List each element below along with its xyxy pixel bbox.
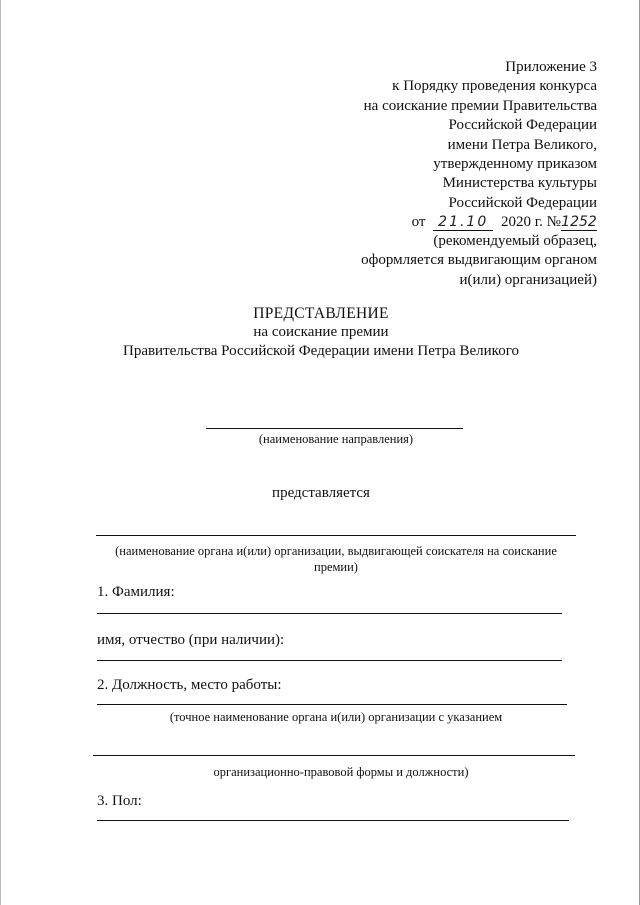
document-subtitle: Правительства Российской Федерации имени Петра Великого (122, 343, 519, 359)
sample-note-line: (рекомендуемый образец, (433, 233, 597, 249)
surname-label: 1. Фамилия: (97, 584, 175, 600)
appendix-line: Российской Федерации (448, 117, 597, 134)
appendix-line: к Порядку проведения конкурса (392, 78, 597, 95)
order-date-line (364, 213, 597, 232)
name-blank-line (97, 660, 562, 661)
organ-blank-line (96, 535, 576, 536)
appendix-line: имени Петра Великого, (447, 136, 597, 153)
presented-text: представляется (272, 485, 370, 501)
document-heading (1, 304, 640, 361)
handwritten-order-number: 1252 (561, 214, 597, 231)
direction-blank-line (206, 428, 463, 429)
appendix-line: Российской Федерации (448, 194, 597, 211)
position-caption-2: организационно-правовой формы и должности) (213, 765, 469, 779)
sample-note-line: оформляется выдвигающим органом (361, 252, 597, 269)
surname-blank-line (97, 613, 562, 614)
gender-label: 3. Пол: (97, 793, 142, 809)
appendix-header (364, 58, 597, 233)
sample-note-line: и(или) организацией) (459, 271, 597, 288)
organ-caption: (наименование органа и(или) организации, выдвигающей соискателя на соискание премии) (115, 544, 557, 574)
document-title: ПРЕДСТАВЛЕНИЕ (253, 305, 389, 322)
document-subtitle: на соискание премии (253, 324, 389, 340)
appendix-line: Приложение 3 (505, 59, 597, 75)
position-blank-line (97, 704, 567, 705)
gender-blank-line (97, 820, 569, 821)
position-caption: (точное наименование органа и(или) организации с указанием (169, 710, 503, 724)
position-blank-line-2 (93, 755, 575, 756)
sample-note (361, 232, 597, 290)
name-label: имя, отчество (при наличии): (97, 632, 285, 648)
handwritten-date: 21.10 (433, 215, 493, 231)
direction-caption: (наименование направления) (258, 432, 414, 446)
appendix-line: утвержденному приказом (433, 156, 597, 173)
position-label: 2. Должность, место работы: (97, 677, 282, 693)
appendix-line: на соискание премии Правительства (363, 97, 597, 114)
date-prefix: от (411, 214, 426, 231)
year-text: 2020 г. № (500, 214, 561, 231)
appendix-line: Министерства культуры (442, 175, 597, 192)
